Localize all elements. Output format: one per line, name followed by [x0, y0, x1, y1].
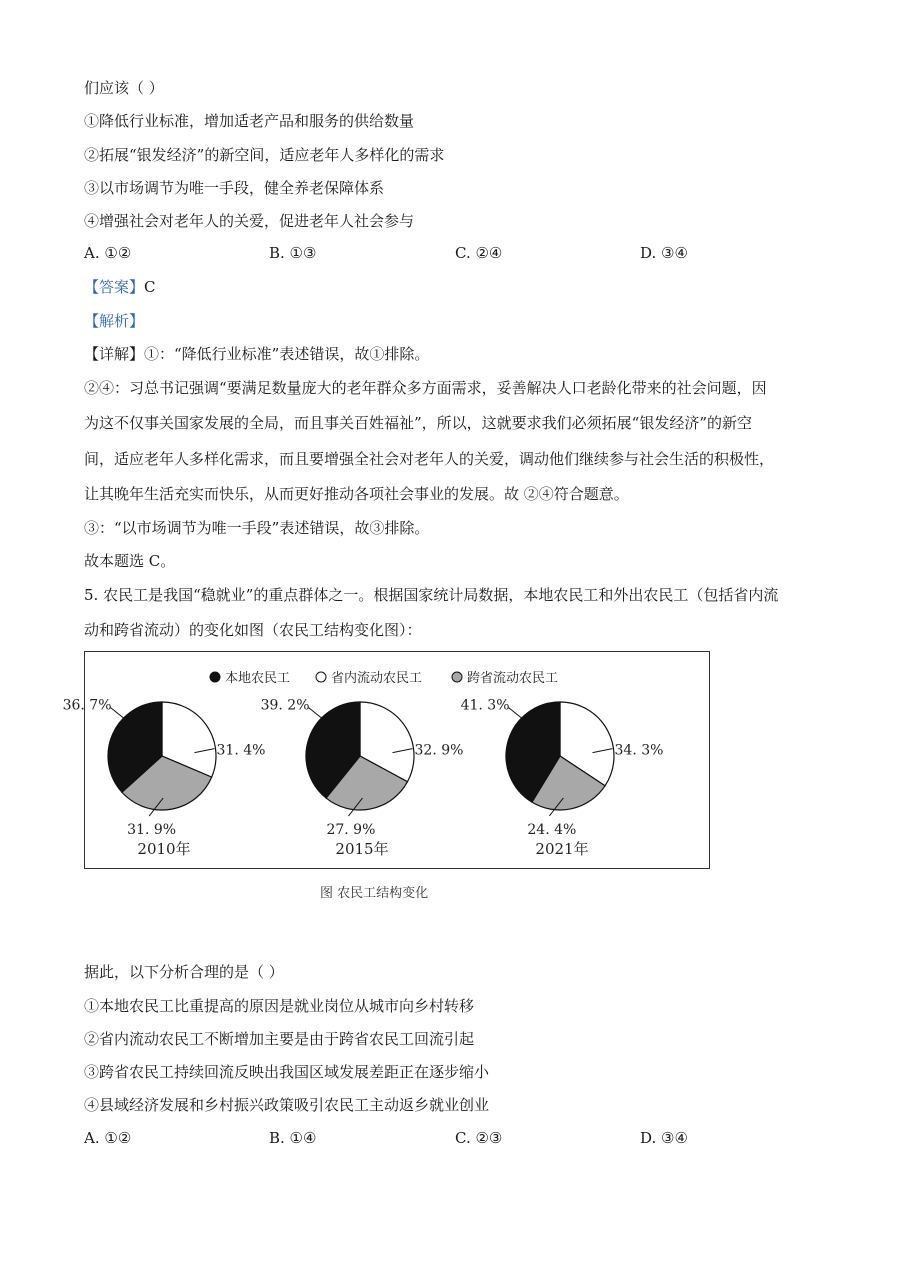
pie-1-leader-0: [309, 708, 324, 720]
legend-label-0: 本地农民工: [225, 671, 291, 686]
q4-item-2: ②拓展“银发经济”的新空间，适应老年人多样化的需求: [84, 146, 445, 164]
pie-0-leader-0: [111, 708, 126, 720]
q4-stem-tail: 们应该（ ）: [84, 79, 164, 97]
legend-marker-0: [210, 672, 220, 682]
legend-label-1: 省内流动农民工: [331, 671, 423, 686]
pie-0-label-2: 31. 9%: [127, 822, 177, 839]
q5-question: 据此，以下分析合理的是（ ）: [84, 963, 284, 981]
explain-line-3: 为这不仅事关国家发展的全局，而且事关百姓福祉”，所以，这就要求我们必须拓展“银发经济”的新空: [84, 414, 753, 432]
q5-option-a: A. ①②: [84, 1129, 132, 1147]
pie-2-label-2: 24. 4%: [527, 821, 577, 838]
answer-tag: 【答案】: [84, 278, 145, 296]
q4-item-4: ④增强社会对老年人的关爱，促进老年人社会参与: [84, 212, 415, 230]
legend-marker-1: [316, 672, 326, 682]
q4-option-b: B. ①③: [269, 244, 317, 262]
answer-value: C: [144, 278, 156, 296]
q5-stem-1: 5. 农民工是我国“稳就业”的重点群体之一。根据国家统计局数据，本地农民工和外出农民工（包括省内流: [84, 586, 779, 604]
q5-item-4: ④县域经济发展和乡村振兴政策吸引农民工主动返乡就业创业: [84, 1096, 490, 1114]
q5-stem-2: 动和跨省流动）的变化如图（农民工结构变化图）：: [84, 621, 422, 639]
pie-0-label-0: 36. 7%: [62, 697, 112, 714]
pie-1-label-2: 27. 9%: [326, 822, 376, 839]
pie-1-label-0: 39. 2%: [260, 697, 310, 714]
answer-line: [84, 277, 156, 297]
pie-2-label-0: 41. 3%: [460, 697, 510, 714]
pie-2-label-1: 34. 3%: [614, 742, 664, 759]
q5-item-1: ①本地农民工比重提高的原因是就业岗位从城市向乡村转移: [84, 997, 475, 1015]
pie-2-year: 2021年: [535, 840, 589, 858]
q4-item-3: ③以市场调节为唯一手段，健全养老保障体系: [84, 179, 385, 197]
explain-line-1: 【详解】①：“降低行业标准”表述错误，故①排除。: [84, 345, 430, 363]
q4-option-a: A. ①②: [84, 244, 132, 262]
pie-charts: [62, 652, 708, 867]
explain-line-6: ③：“以市场调节为唯一手段”表述错误，故③排除。: [84, 519, 430, 537]
q5-item-2: ②省内流动农民工不断增加主要是由于跨省农民工回流引起: [84, 1030, 475, 1048]
q5-option-d: D. ③④: [640, 1129, 688, 1147]
pie-0-year: 2010年: [137, 840, 191, 858]
q4-item-1: ①降低行业标准，增加适老产品和服务的供给数量: [84, 112, 415, 130]
q5-item-3: ③跨省农民工持续回流反映出我国区域发展差距正在逐步缩小: [84, 1063, 490, 1081]
explain-line-5: 让其晚年生活充实而快乐，从而更好推动各项社会事业的发展。故 ②④符合题意。: [84, 485, 629, 503]
q4-option-c: C. ②④: [455, 244, 503, 262]
explain-line-4: 间，适应老年人多样化需求，而且要增强全社会对老年人的关爱，调动他们继续参与社会生活的积极性，: [84, 450, 775, 468]
pie-1-label-1: 32. 9%: [414, 742, 464, 759]
analysis-tag: 【解析】: [84, 312, 145, 330]
legend-label-2: 跨省流动农民工: [467, 671, 559, 686]
q5-option-c: C. ②③: [455, 1129, 503, 1147]
figure-caption: 图 农民工结构变化: [320, 886, 429, 901]
explain-line-7: 故本题选 C。: [84, 552, 176, 570]
pie-2-leader-0: [509, 708, 524, 720]
pie-0-label-1: 31. 4%: [216, 742, 266, 759]
explain-line-2: ②④：习总书记强调“要满足数量庞大的老年群众多方面需求，妥善解决人口老龄化带来的社会问题，因: [84, 379, 767, 397]
legend-marker-2: [452, 672, 462, 682]
q5-option-b: B. ①④: [269, 1129, 317, 1147]
figure-frame: [62, 651, 710, 869]
pie-1-year: 2015年: [335, 840, 389, 858]
q4-option-d: D. ③④: [640, 244, 688, 262]
